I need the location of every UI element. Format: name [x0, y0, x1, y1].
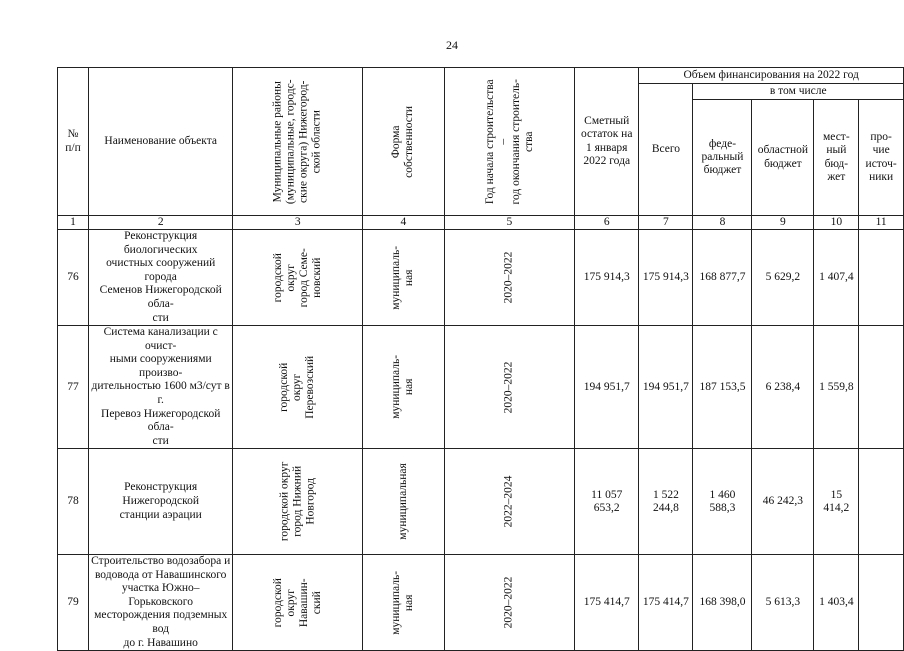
column-number: 11 [859, 216, 904, 230]
regional-cell: 6 238,4 [752, 326, 814, 449]
regional-cell: 5 629,2 [752, 230, 814, 326]
years-cell: 2020–2022 [444, 230, 574, 326]
federal-cell: 1 460 588,3 [693, 449, 752, 555]
regional-cell: 46 242,3 [752, 449, 814, 555]
page-number: 24 [446, 38, 458, 52]
column-number: 7 [639, 216, 693, 230]
column-number: 10 [814, 216, 859, 230]
row-num: 79 [58, 555, 89, 651]
ownership-cell: муниципаль- ная [363, 555, 445, 651]
object-name: Система канализации с очист- ными сооружениями произво- дительностью 1600 м3/сут в г. Перевоз Нижегородской обла- сти [89, 326, 233, 449]
column-number-row [58, 216, 904, 230]
district-cell: городской округ город Нижний Новгород [233, 449, 363, 555]
header-total: Всего [639, 84, 693, 216]
total-cell: 1 522 244,8 [639, 449, 693, 555]
table-row [58, 326, 904, 449]
row-num: 76 [58, 230, 89, 326]
table-row [58, 449, 904, 555]
header-other: про- чие источ- ники [859, 100, 904, 216]
ownership-cell: муниципаль- ная [363, 230, 445, 326]
years-cell: 2020–2022 [444, 555, 574, 651]
header-funding-group: Объем финансирования на 2022 год [639, 68, 904, 84]
federal-cell: 187 153,5 [693, 326, 752, 449]
header-object-name: Наименование объекта [89, 68, 233, 216]
years-cell: 2022–2024 [444, 449, 574, 555]
header-years: Год начала строительства – год окончания строитель- ства [444, 68, 574, 216]
header-federal: феде- ральный бюджет [693, 100, 752, 216]
federal-cell: 168 877,7 [693, 230, 752, 326]
column-number: 4 [363, 216, 445, 230]
table-row [58, 555, 904, 651]
header-including: в том числе [693, 84, 904, 100]
district-cell: городской округ Навашин- ский [233, 555, 363, 651]
local-cell: 1 559,8 [814, 326, 859, 449]
header-regional: областной бюджет [752, 100, 814, 216]
column-number: 8 [693, 216, 752, 230]
district-cell: городской округ город Семе- новский [233, 230, 363, 326]
total-cell: 194 951,7 [639, 326, 693, 449]
local-cell: 1 403,4 [814, 555, 859, 651]
column-number: 5 [444, 216, 574, 230]
total-cell: 175 414,7 [639, 555, 693, 651]
column-number: 9 [752, 216, 814, 230]
balance-cell: 11 057 653,2 [575, 449, 639, 555]
other-cell [859, 555, 904, 651]
header-ownership: Форма собственности [363, 68, 445, 216]
column-number: 6 [575, 216, 639, 230]
financing-table [57, 67, 904, 651]
header-balance: Сметный остаток на 1 января 2022 года [575, 68, 639, 216]
other-cell [859, 326, 904, 449]
balance-cell: 194 951,7 [575, 326, 639, 449]
row-num: 78 [58, 449, 89, 555]
header-local: мест- ный бюд- жет [814, 100, 859, 216]
object-name: Строительство водозабора и водовода от Навашинского участка Южно–Горьковского месторождения подземных вод до г. Навашино [89, 555, 233, 651]
total-cell: 175 914,3 [639, 230, 693, 326]
regional-cell: 5 613,3 [752, 555, 814, 651]
object-name: Реконструкция Нижегородской станции аэрации [89, 449, 233, 555]
header-num [58, 68, 89, 216]
ownership-cell: муниципальная [363, 449, 445, 555]
local-cell: 15 414,2 [814, 449, 859, 555]
ownership-cell: муниципаль- ная [363, 326, 445, 449]
object-name: Реконструкция биологических очистных сооружений города Семенов Нижегородской обла- сти [89, 230, 233, 326]
other-cell [859, 230, 904, 326]
other-cell [859, 449, 904, 555]
header-district: Муниципальные районы (муниципальные, городс- ские округа) Нижегород- ской области [233, 68, 363, 216]
header-num-text: № п/п [65, 128, 81, 154]
table-row [58, 230, 904, 326]
balance-cell: 175 414,7 [575, 555, 639, 651]
column-number: 3 [233, 216, 363, 230]
column-number: 2 [89, 216, 233, 230]
column-number: 1 [58, 216, 89, 230]
federal-cell: 168 398,0 [693, 555, 752, 651]
district-cell: городской округ Перевозский [233, 326, 363, 449]
balance-cell: 175 914,3 [575, 230, 639, 326]
years-cell: 2020–2022 [444, 326, 574, 449]
local-cell: 1 407,4 [814, 230, 859, 326]
row-num: 77 [58, 326, 89, 449]
